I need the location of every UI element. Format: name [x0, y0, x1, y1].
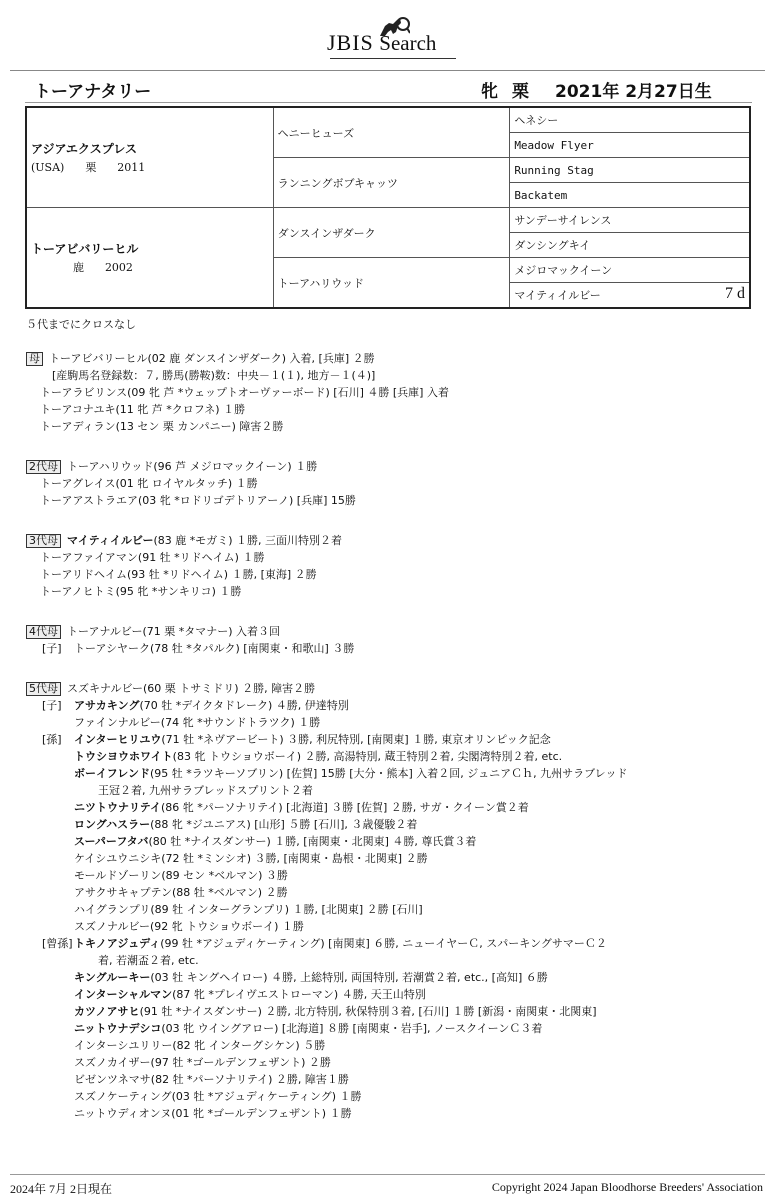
gen5-great-grandchild-row	[26, 1020, 766, 1037]
gen5-great-grandchild-name[interactable]: インターシャルマン	[74, 988, 173, 1001]
gen5-great-grandchild-row	[26, 1088, 766, 1105]
horse-color: 栗	[512, 82, 529, 102]
logo-search: Search	[379, 31, 437, 55]
jbis-search-logo[interactable]	[0, 8, 775, 54]
gen3-head-rest: (83 鹿 *モガミ) １勝, 三面川特別２着	[153, 534, 343, 547]
gen1-head	[26, 350, 766, 367]
inbreed-code: 7 d	[725, 285, 745, 302]
family-record	[26, 316, 766, 1122]
gen5-child-record[interactable]: ファインナルビー(74 牝 *サウンドトラツク) １勝	[74, 716, 321, 729]
gen5-badge: 5代母	[26, 682, 61, 696]
cross-note: ５代までにクロスなし	[26, 318, 136, 331]
gen5-grandchild-record[interactable]: アサクサキャプテン(88 牡 *ベルマン) ２勝	[74, 886, 288, 899]
gen5-grandchild-name[interactable]: ニツトウナリテイ	[74, 801, 162, 814]
gen5-grandchild-row	[26, 850, 766, 867]
gen5-great-grandchild-row	[26, 1037, 766, 1054]
horse-sex: 牝	[481, 82, 498, 102]
horse-name: トーアナタリー	[34, 82, 152, 102]
gen1-line-4[interactable]: トーアディラン(13 セン 栗 カンパニー) 障害２勝	[40, 420, 284, 433]
gen5-great-grandchild-name[interactable]: トキノアジュディ	[74, 937, 161, 950]
gen5-grandchild-row	[26, 816, 766, 833]
sire-dam-cell[interactable]	[273, 158, 510, 208]
ped-g3-7[interactable]: メジロマックイーン	[510, 258, 750, 283]
ped-g3-6[interactable]: ダンシングキイ	[510, 233, 750, 258]
gen5-great-grandchild-label: [曾孫]	[42, 937, 73, 950]
sire-details: (USA) 栗 2011	[31, 161, 146, 174]
gen5-great-grandchild-record[interactable]: ビゼンツネマサ(82 牡 *パーソナリテイ) ２勝, 障害１勝	[74, 1073, 349, 1086]
gen5-grandchild-row	[26, 765, 766, 782]
dam-name[interactable]: トーアビバリーヒル	[31, 242, 139, 256]
gen3-badge: 3代母	[26, 534, 61, 548]
footer-divider	[10, 1174, 765, 1175]
gen5-great-grandchild-name[interactable]: キングルーキー	[74, 971, 151, 984]
gen5-grandchild-name[interactable]: インターヒリユウ	[74, 733, 162, 746]
gen5-grandchild-record: (95 牡 *ラツキーソブリン) [佐賀] 15勝 [大分・熊本] 入着２回, ジュニアＣｈ, 九州サラブレッド	[149, 767, 628, 780]
gen5-grandchild-record: (71 牡 *ネヴアービート) ３勝, 利尻特別, [南関東] １勝, 東京オリンピック記念	[161, 733, 551, 746]
gen5-great-grandchild-row	[26, 1003, 766, 1020]
gen5-grandchild-label: [孫]	[42, 733, 62, 746]
gen5-head-text[interactable]: スズキナルビー(60 栗 トサミドリ) ２勝, 障害２勝	[67, 682, 316, 695]
ped-g3-5[interactable]: サンデーサイレンス	[510, 208, 750, 233]
gen5-great-grandchild-continuation: 着, 若潮盃２着, etc.	[98, 954, 199, 967]
pedigree-table	[25, 106, 751, 309]
gen5-grandchild-row	[26, 799, 766, 816]
horse-birth: 2021年 2月27日生	[555, 82, 712, 102]
gen2-line-2[interactable]: トーアアストラエア(03 牝 *ロドリゴデトリアーノ) [兵庫] 15勝	[40, 494, 356, 507]
horse-meta	[481, 77, 726, 102]
gen4-kid-row	[26, 640, 766, 657]
gen5-grandchild-row	[26, 901, 766, 918]
gen3-line-1[interactable]: トーアリドヘイム(93 牡 *リドヘイム) １勝, [東海] ２勝	[40, 568, 317, 581]
gen5-grandchild-record[interactable]: ハイグランプリ(89 牡 インターグランプリ) １勝, [北関東] ２勝 [石川]	[74, 903, 423, 916]
gen5-great-grandchild-record: (99 牡 *アジュディケーティング) [南関東] ６勝, ニューイヤーＣ, スパーキングサマーＣ２	[160, 937, 607, 950]
gen5-child-record: (70 牡 *デイクタドレーク) ４勝, 伊達特別	[139, 699, 349, 712]
gen2-line-0[interactable]: トーアハリウッド(96 芦 メジロマックイーン) １勝	[67, 460, 318, 473]
gen2-line-1[interactable]: トーアグレイス(01 牝 ロイヤルタッチ) １勝	[40, 477, 258, 490]
gen5-grandchild-continuation: 王冠２着, 九州サラブレッドスプリント２着	[98, 784, 313, 797]
gen5-grandchild-record: (88 牝 *ジユニアス) [山形] ５勝 [石川], ３歳優駿２着	[150, 818, 418, 831]
gen5-great-grandchild-row	[26, 986, 766, 1003]
logo-underline	[330, 58, 456, 59]
gen3-head	[26, 532, 766, 549]
gen4-kid-label: [子]	[42, 642, 62, 655]
ped-g3-4[interactable]: Backatem	[510, 183, 750, 208]
gen5-grandchild-record: (80 牡 *ナイスダンサー) １勝, [南関東・北関東] ４勝, 尊氏賞３着	[148, 835, 477, 848]
gen5-grandchild-row	[26, 748, 766, 765]
gen5-great-grandchild-record: (03 牡 キングヘイロー) ４勝, 上総特別, 両国特別, 若潮賞２着, etc., [高知] ６勝	[150, 971, 548, 984]
dam-dam-cell[interactable]	[273, 258, 510, 309]
gen4-kid[interactable]: トーアシヤーク(78 牡 *タパルク) [南関東・和歌山] ３勝	[74, 642, 355, 655]
gen5-child-name[interactable]: アサカキング	[74, 699, 140, 712]
gen2-head	[26, 458, 766, 475]
gen5-child-row	[26, 697, 766, 714]
dam-dam-name[interactable]: トーアハリウッド	[277, 276, 365, 290]
dam-details: 鹿 2002	[31, 261, 133, 274]
gen4-badge: 4代母	[26, 625, 61, 639]
dam-cell[interactable]	[26, 208, 273, 309]
sire-cell[interactable]	[26, 107, 273, 208]
gen2-badge: 2代母	[26, 460, 61, 474]
logo-jbis: JBIS	[327, 30, 374, 55]
dam-sire-cell[interactable]	[273, 208, 510, 258]
gen5-grandchild-row	[26, 782, 766, 799]
logo-text	[327, 30, 436, 56]
gen5-children	[26, 697, 766, 731]
gen5-great-grandchild-name[interactable]: ニットウナデシコ	[74, 1022, 162, 1035]
gen4-head	[26, 623, 766, 640]
ped-g3-2[interactable]: Meadow Flyer	[510, 133, 750, 158]
gen5-great-grandchild-record: (03 牝 ウイングアロー) [北海道] ８勝 [南関東・岩手], ノースクイーンＣ３着	[161, 1022, 543, 1035]
ped-g3-8[interactable]	[510, 283, 750, 309]
gen5-great-grandchild-record[interactable]: ニットウディオンヌ(01 牝 *ゴールデンフェザント) １勝	[74, 1107, 352, 1120]
gen5-grandchild-record: (86 牝 *パーソナリテイ) [北海道] ３勝 [佐賀] ２勝, サガ・クイーン賞２着	[161, 801, 529, 814]
gen5-grandchild-name[interactable]: スーパーフタバ	[74, 835, 149, 848]
gen5-great-grandchild-row	[26, 1105, 766, 1122]
gen1-line-2[interactable]: トーアラビリンス(09 牝 芦 *ウェップトオーヴァーボード) [石川] ４勝 [兵庫] 入着	[40, 386, 449, 399]
gen5-great-grandchild-record[interactable]: スズノカイザー(97 牡 *ゴールデンフェザント) ２勝	[74, 1056, 331, 1069]
gen5-grandchild-record: (83 牝 トウショウボーイ) ２勝, 高湯特別, 蔵王特別２着, 尖閣湾特別２着, etc.	[172, 750, 563, 763]
gen5-grandchild-record[interactable]: スズノナルビー(92 牝 トウショウボーイ) １勝	[74, 920, 304, 933]
gen5-grandchild-row	[26, 731, 766, 748]
ped-g3-8-name[interactable]: マイティイルビー	[514, 289, 601, 302]
gen3-line-2[interactable]: トーアノヒトミ(95 牝 *サンキリコ) １勝	[40, 585, 242, 598]
gen5-grandchild-row	[26, 884, 766, 901]
gen1-line-3[interactable]: トーアコナユキ(11 牝 芦 *クロフネ) １勝	[40, 403, 246, 416]
gen3-line-0[interactable]: トーアファイアマン(91 牡 *リドヘイム) １勝	[40, 551, 265, 564]
title-divider	[25, 102, 752, 103]
gen4-head-text[interactable]: トーアナルビー(71 栗 *タマナー) 入着３回	[67, 625, 281, 638]
gen5-great-grandchild-record[interactable]: スズノケーティング(03 牡 *アジュディケーティング) １勝	[74, 1090, 362, 1103]
gen5-child-label: [子]	[42, 699, 62, 712]
sire-sire-cell[interactable]	[273, 107, 510, 158]
gen5-grandchild-row	[26, 833, 766, 850]
gen1-line-0[interactable]: トーアビバリーヒル(02 鹿 ダンスインザダーク) 入着, [兵庫] ２勝	[49, 352, 375, 365]
sire-dam-name[interactable]: ランニングボブキャッツ	[277, 176, 399, 190]
gen5-great-grandchild-row	[26, 952, 766, 969]
gen5-great-grandchild-record[interactable]: インターシユリリー(82 牝 インターグシケン) ５勝	[74, 1039, 326, 1052]
gen1-stats: [産駒馬名登録数：７, 勝馬(勝鞍)数：中央－１(１), 地方－１(４)]	[52, 369, 376, 382]
ped-g3-3[interactable]: Running Stag	[510, 158, 750, 183]
gen5-grandchild-name[interactable]: ロングハスラー	[74, 818, 151, 831]
footer-date: 2024年 7月 2日現在	[10, 1182, 113, 1196]
gen5-grandchild-row	[26, 918, 766, 935]
gen5-grandchild-record[interactable]: ケイシユウニシキ(72 牡 *ミンシオ) ３勝, [南関東・島根・北関東] ２勝	[74, 852, 428, 865]
gen5-great-grandchild-record: (87 牝 *プレイヴエストローマン) ４勝, 天王山特別	[172, 988, 426, 1001]
gen5-grandchild-record[interactable]: モールドゾーリン(89 セン *ベルマン) ３勝	[74, 869, 288, 882]
gen5-great-grandchild-name[interactable]: カツノアサヒ	[74, 1005, 140, 1018]
gen5-grandchild-name[interactable]: トウシヨウホワイト	[74, 750, 173, 763]
gen5-grandchildren	[26, 731, 766, 935]
gen5-great-grandchild-row	[26, 969, 766, 986]
sire-sire-name[interactable]: ヘニーヒューズ	[277, 126, 355, 140]
gen5-great-grandchild-row	[26, 1054, 766, 1071]
gen5-great-grandchild-row	[26, 1071, 766, 1088]
gen1-badge: 母	[26, 352, 43, 366]
gen5-child-row	[26, 714, 766, 731]
gen5-great-grandchild-record: (91 牡 *ナイスダンサー) ２勝, 北方特別, 秋保特別３着, [石川] １勝 [新潟・南関東・北関東]	[139, 1005, 597, 1018]
sire-name[interactable]: アジアエクスプレス	[31, 142, 137, 156]
gen5-grandchild-name[interactable]: ボーイフレンド	[74, 767, 150, 780]
dam-sire-name[interactable]: ダンスインザダーク	[277, 226, 376, 240]
footer-copyright: Copyright 2024 Japan Bloodhorse Breeders' Association	[491, 1180, 763, 1194]
gen5-great-grandchildren	[26, 935, 766, 1122]
ped-g3-1[interactable]: ヘネシー	[510, 107, 750, 133]
gen5-grandchild-row	[26, 867, 766, 884]
gen5-great-grandchild-row	[26, 935, 766, 952]
header-divider	[10, 70, 765, 71]
gen5-head	[26, 680, 766, 697]
gen3-head-name[interactable]: マイティイルビー	[67, 534, 154, 547]
